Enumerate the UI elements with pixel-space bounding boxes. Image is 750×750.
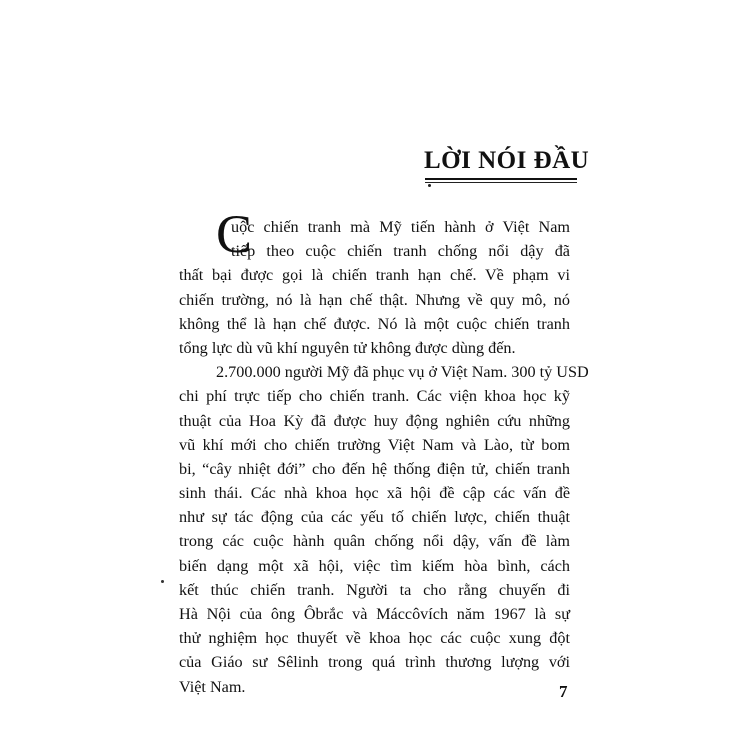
- text-line: bi, “cây nhiệt đới” cho đến hệ thống điện tử, chiến tranh: [179, 459, 570, 478]
- page-number: 7: [559, 682, 568, 701]
- text-line: Hà Nội của ông Ôbrắc và Máccôvích năm 1967 là sự: [179, 605, 570, 623]
- chapter-heading: LỜI NÓI ĐẦU: [424, 147, 590, 174]
- text-line: trong các cuộc hành quân chống nổi dậy, vấn đề làm: [179, 532, 570, 551]
- text-line: như sự tác động của các yếu tố chiến lược, chiến thuật: [179, 508, 570, 527]
- text-line: sinh thái. Các nhà khoa học xã hội đề cập các vấn đề: [179, 484, 570, 503]
- print-speck: [161, 580, 164, 583]
- text-line: không thể là hạn chế được. Nó là một cuộc chiến tranh: [179, 314, 570, 333]
- heading-rule-thin: [425, 182, 577, 183]
- text-line: thử nghiệm học thuyết về khoa học các cuộc xung đột: [179, 629, 570, 648]
- text-line: uộc chiến tranh mà Mỹ tiến hành ở Việt Nam: [231, 218, 570, 236]
- text-line: tổng lực dù vũ khí nguyên tử không được dùng đến.: [179, 338, 516, 357]
- text-line: thất bại được gọi là chiến tranh hạn chế. Về phạm vi: [179, 266, 570, 285]
- body-text: [179, 215, 589, 699]
- text-line: thuật của Hoa Kỳ đã được huy động nghiên cứu những: [179, 411, 570, 430]
- text-line: 2.700.000 người Mỹ đã phục vụ ở Việt Nam. 300 tỷ USD: [216, 363, 589, 382]
- text-line: tiếp theo cuộc chiến tranh chống nổi dậy đã: [231, 242, 570, 261]
- text-line: chiến trường, nó là hạn chế thật. Nhưng về quy mô, nó: [179, 290, 570, 309]
- text-line: kết thúc chiến tranh. Người ta cho rằng chuyến đi: [179, 580, 570, 599]
- text-line: của Giáo sư Sêlinh trong quá trình thương lượng với: [179, 653, 570, 672]
- text-line: chi phí trực tiếp cho chiến tranh. Các viện khoa học kỹ: [179, 387, 570, 406]
- heading-rule-ornament: [428, 184, 431, 187]
- text-line: vũ khí mới cho chiến trường Việt Nam và Lào, từ bom: [179, 435, 570, 454]
- drop-cap: C: [216, 204, 253, 264]
- heading-rule-thick: [425, 178, 577, 180]
- text-line: biến dạng một xã hội, việc tìm kiếm hòa bình, cách: [179, 556, 570, 575]
- text-line: Việt Nam.: [179, 677, 246, 696]
